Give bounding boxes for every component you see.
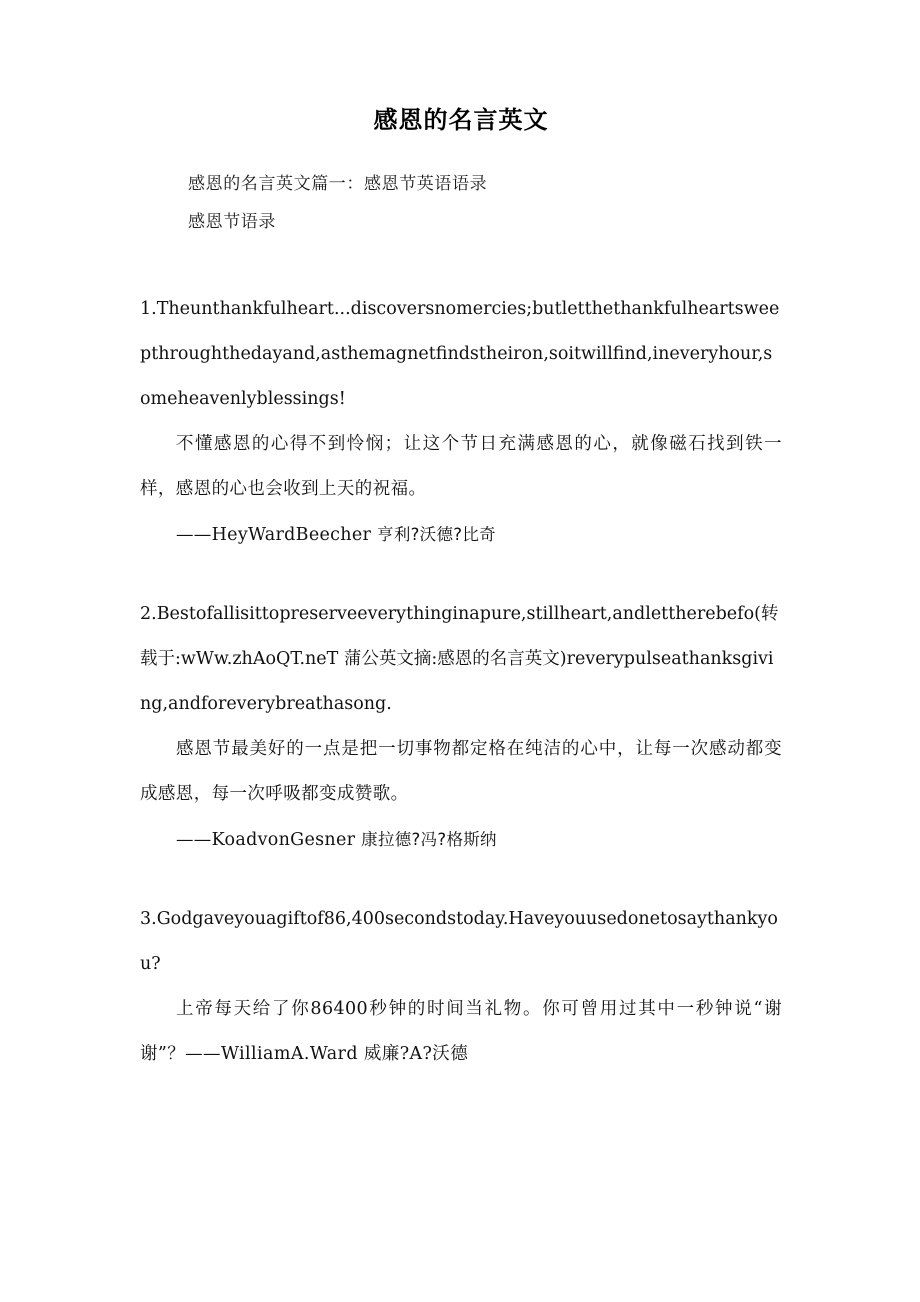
attribution-cjk-3: 威廉?A?沃德 [363,1044,469,1064]
quote-chinese-2: 感恩节最美好的一点是把一切事物都定格在纯洁的心中，让每一次感动都变成感恩，每一次呼吸都变成赞歌。 [140,739,782,804]
attribution-cjk-2: 康拉德?冯?格斯纳 [361,830,497,849]
spacer-after-entry-1 [140,558,782,592]
quote-english-3: 3.Godgaveyouagiftof86,400secondstoday.Haveyouusedonetosaythankyou? [140,909,778,974]
quote-chinese-1: 不懂感恩的心得不到怜悯；让这个节日充满感恩的心，就像磁石找到铁一样，感恩的心也会收到上天的祝福。 [140,434,782,499]
quote-entry-2 [140,592,782,863]
attribution-cjk-1: 亨利?沃德?比奇 [377,525,496,544]
quote-english-2-part2: )reverypulseathanksgiving,andforeverybreathasong. [140,649,774,714]
inline-watermark-text: 转载于:wWw.zhAoQT.neT 蒲公英文摘:感恩的名言英文 [140,604,779,669]
spacer-after-intro [140,241,782,287]
intro-line-1: 感恩的名言英文篇一：感恩节英语语录 [188,174,488,194]
attribution-latin-1: ——HeyWardBeecher [176,525,378,545]
quote-english-2 [140,592,782,727]
attribution-latin-3: ——WilliamA.Ward [185,1044,364,1064]
spacer-after-entry-2 [140,863,782,897]
quote-entry-3 [140,897,782,1077]
document-body [140,0,782,1077]
quote-english-2-part1: 2.Bestofallisittopreserveeverythinginapure,stillheart,andlettherebefo( [140,604,761,624]
quote-english-1: 1.Theunthankfulheart...discoversnomercies;butletthethankfulheartsweepthroughthedayand,asthemagnetfindstheiron,soitwillfind,ineveryhour,someheavenlyblessings! [140,299,780,409]
quote-chinese-3-main: 上帝每天给了你86400秒钟的时间当礼物。你可曾用过其中一秒钟说“谢谢”？ [140,999,782,1064]
intro-line-2: 感恩节语录 [188,212,276,232]
quote-chinese-3 [140,987,782,1077]
page-title: 感恩的名言英文 [373,108,549,134]
quote-entry-1 [140,287,782,558]
quote-attribution-1 [140,512,782,558]
attribution-latin-2: ——KoadvonGesner [176,830,362,850]
quote-attribution-2 [140,817,782,863]
